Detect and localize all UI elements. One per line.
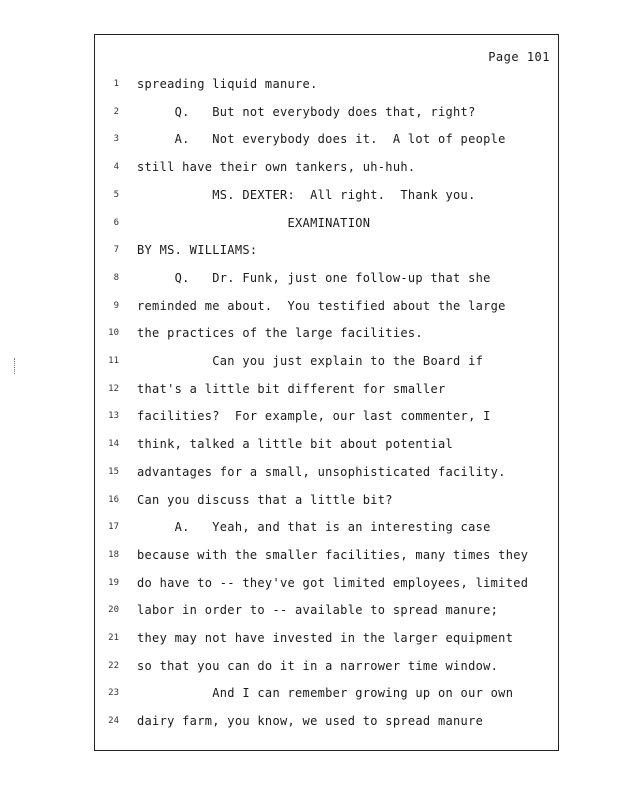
line-number: 23 (108, 688, 119, 699)
transcript-line: MS. DEXTER: All right. Thank you. (137, 187, 476, 202)
line-number: 22 (108, 660, 119, 671)
transcript-line: labor in order to -- available to spread manure; (137, 603, 499, 618)
line-number: 17 (108, 522, 119, 533)
transcript-page (94, 34, 559, 751)
line-number: 11 (108, 356, 119, 366)
transcript-line: do have to -- they've got limited employees, limited (137, 575, 529, 590)
transcript-line: Can you just explain to the Board if (137, 354, 484, 368)
transcript-line: still have their own tankers, uh-huh. (137, 160, 416, 175)
line-number: 5 (113, 189, 119, 200)
transcript-line: facilities? For example, our last commenter, I (137, 409, 491, 424)
line-number: 7 (113, 245, 119, 256)
line-number: 13 (108, 411, 119, 422)
line-number: 20 (108, 605, 119, 616)
line-number: 19 (108, 577, 119, 588)
page-number: Page 101 (488, 50, 550, 64)
transcript-line: Q. But not everybody does that, right? (137, 104, 476, 119)
transcript-line: the practices of the large facilities. (137, 326, 423, 341)
line-number: 14 (108, 439, 119, 450)
transcript-line: they may not have invested in the larger equipment (137, 631, 514, 645)
margin-mark (14, 358, 17, 374)
transcript-line: advantages for a small, unsophisticated facility. (137, 464, 506, 479)
transcript-line: so that you can do it in a narrower time window. (137, 658, 499, 673)
transcript-line: And I can remember growing up on our own (137, 686, 514, 701)
line-number: 16 (108, 494, 119, 505)
line-number: 6 (113, 217, 119, 228)
line-number: 10 (108, 328, 119, 339)
line-number: 2 (113, 106, 119, 117)
line-number: 18 (108, 549, 119, 560)
transcript-line: reminded me about. You testified about the large (137, 298, 506, 313)
line-number: 3 (113, 134, 119, 145)
line-number: 24 (108, 716, 119, 727)
transcript-line: Q. Dr. Funk, just one follow-up that she (137, 270, 491, 285)
line-number: 12 (108, 383, 119, 394)
transcript-line: spreading liquid manure. (137, 77, 318, 91)
line-number: 8 (113, 272, 119, 283)
transcript-line: A. Yeah, and that is an interesting case (137, 520, 491, 535)
line-number: 9 (113, 300, 119, 311)
transcript-line: dairy farm, you know, we used to spread manure (137, 714, 484, 729)
line-number: 21 (108, 633, 119, 643)
line-number: 4 (113, 162, 119, 173)
line-number: 1 (113, 79, 119, 89)
transcript-line: Can you discuss that a little bit? (137, 492, 393, 507)
transcript-line: EXAMINATION (137, 215, 371, 230)
transcript-line: BY MS. WILLIAMS: (137, 243, 258, 258)
line-number: 15 (108, 466, 119, 477)
transcript-line: that's a little bit different for smaller (137, 381, 446, 396)
transcript-line: because with the smaller facilities, many times they (137, 547, 529, 562)
transcript-line: A. Not everybody does it. A lot of people (137, 132, 506, 147)
transcript-line: think, talked a little bit about potential (137, 437, 454, 452)
